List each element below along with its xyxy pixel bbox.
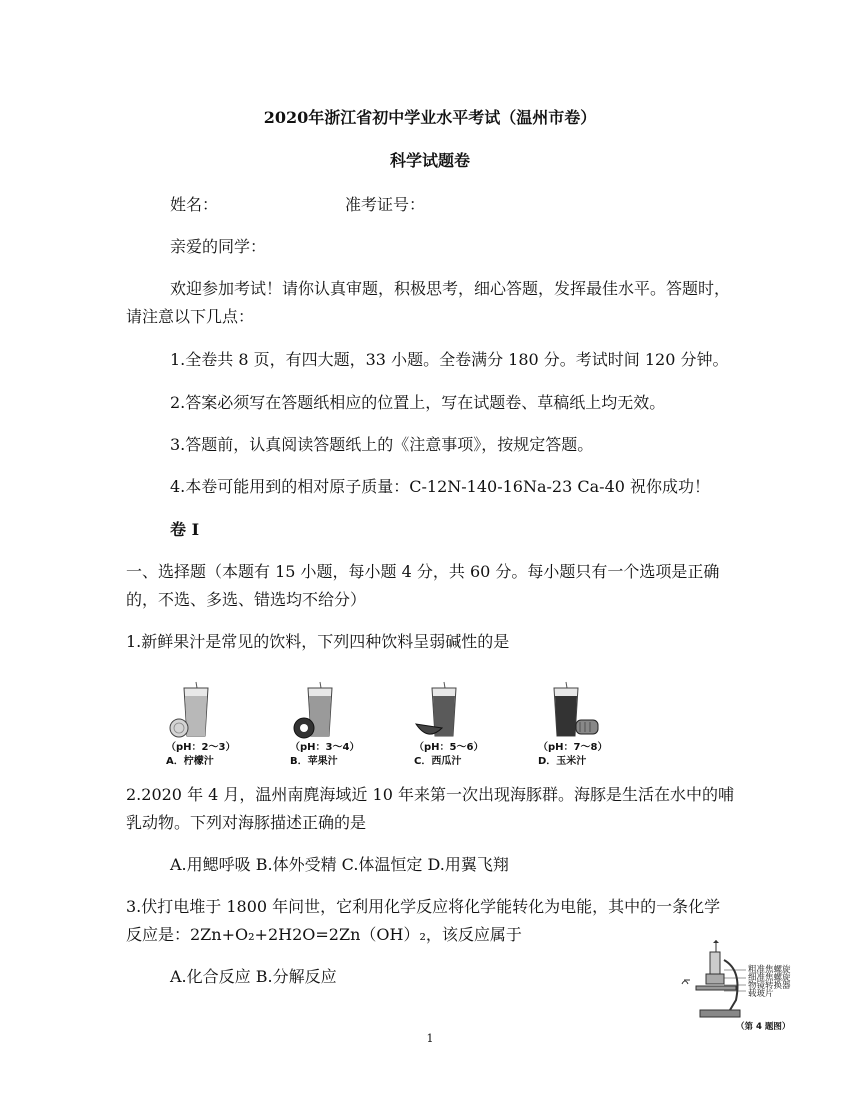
option-d-ph: （pH：7～8）: [538, 742, 608, 753]
microscope-icon: [676, 940, 746, 1020]
page-number: 1: [426, 1032, 434, 1045]
lemon-juice-glass-icon: [166, 680, 226, 740]
id-label: 准考证号：: [345, 195, 426, 214]
option-c-label: C．西瓜汁: [414, 756, 462, 767]
option-a-label: A．柠檬汁: [166, 756, 214, 767]
juice-option-b: [290, 680, 400, 767]
part1-line-2: 的，不选、多选、错选均不给分）: [126, 590, 367, 609]
question-1: 1.新鲜果汁是常见的饮料，下列四种饮料呈弱碱性的是: [126, 632, 510, 651]
intro-line-1: 欢迎参加考试！请你认真审题，积极思考，细心答题，发挥最佳水平。答题时，: [170, 279, 731, 298]
question-2-line-1: 2.2020 年 4 月，温州南麂海域近 10 年来第一次出现海豚群。海豚是生活在水中的哺: [126, 785, 734, 804]
name-label: 姓名：: [170, 195, 219, 214]
question-2-options: A.用鳃呼吸 B.体外受精 C.体温恒定 D.用翼飞翔: [170, 855, 509, 874]
option-b-ph: （pH：3～4）: [290, 742, 360, 753]
question-3-line-1: 3.伏打电堆于 1800 年问世，它利用化学反应将化学能转化为电能，其中的一条化学: [126, 897, 721, 916]
section-label: 卷 I: [170, 520, 200, 539]
option-a-ph: （pH：2～3）: [166, 742, 236, 753]
exam-title: 2020年浙江省初中学业水平考试（温州市卷）: [263, 108, 597, 127]
note-4: 4.本卷可能用到的相对原子质量：C-12N-140-16Na-23 Ca-40 祝你成功！: [170, 477, 711, 496]
figure-4-caption: （第 4 题图）: [736, 1022, 791, 1032]
microscope-figure: [676, 940, 816, 1035]
coarse-focus-label: 粗准焦螺旋: [748, 965, 791, 975]
note-1: 1.全卷共 8 页，有四大题，33 小题。全卷满分 180 分。考试时间 120 分钟。: [170, 350, 729, 369]
question-3-line-2: 反应是：2Zn+O₂+2H2O=2Zn（OH）₂，该反应属于: [126, 925, 522, 944]
greeting: 亲爱的同学：: [170, 237, 267, 256]
question-3-options: A.化合反应 B.分解反应: [170, 967, 337, 986]
note-2: 2.答案必须写在答题纸相应的位置上，写在试题卷、草稿纸上均无效。: [170, 393, 666, 412]
watermelon-juice-glass-icon: [414, 680, 474, 740]
exam-subtitle: 科学试题卷: [389, 151, 470, 170]
intro-line-2: 请注意以下几点：: [126, 307, 255, 326]
juice-option-c: [414, 680, 524, 767]
note-3: 3.答题前，认真阅读答题纸上的《注意事项》，按规定答题。: [170, 435, 594, 454]
apple-juice-glass-icon: [290, 680, 350, 740]
option-d-label: D．玉米汁: [538, 756, 587, 767]
option-b-label: B．苹果汁: [290, 756, 338, 767]
part1-line-1: 一、选择题（本题有 15 小题，每小题 4 分，共 60 分。每小题只有一个选项是正确: [126, 562, 720, 581]
option-c-ph: （pH：5～6）: [414, 742, 484, 753]
question-2-line-2: 乳动物。下列对海豚描述正确的是: [126, 813, 367, 832]
juice-option-a: [166, 680, 276, 767]
juice-option-d: [538, 680, 648, 767]
nosepiece-label: 物镜转换器: [748, 981, 791, 991]
slide-label: 载玻片: [748, 989, 774, 999]
fine-focus-label: 细准焦螺旋: [748, 973, 791, 983]
corn-juice-glass-icon: [538, 680, 600, 740]
